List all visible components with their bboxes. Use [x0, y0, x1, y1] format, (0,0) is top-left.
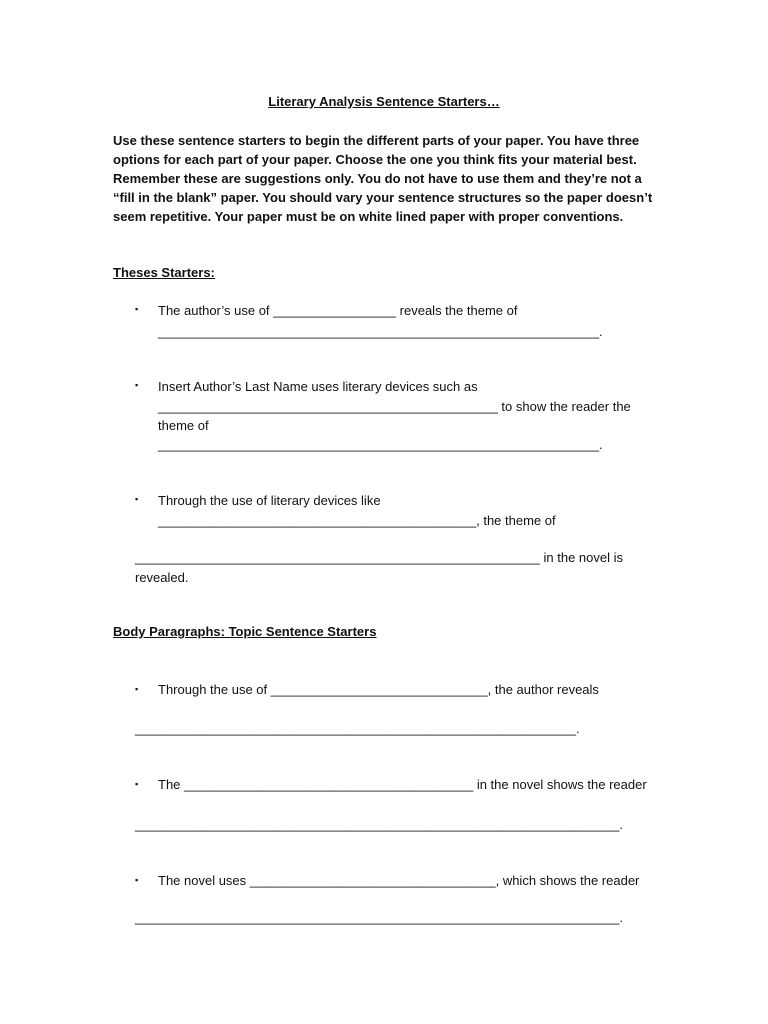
bullet-icon: ▪	[135, 875, 139, 885]
page-title: Literary Analysis Sentence Starters…	[268, 94, 500, 109]
thesis-2-line-4: _____________________________________________________________.	[158, 437, 603, 452]
thesis-3-line-3: ________________________________________________________ in the novel is	[135, 550, 623, 565]
thesis-3-line-2: ____________________________________________, the theme of	[158, 513, 556, 528]
body-3-line-1: The novel uses __________________________________, which shows the reader	[158, 873, 640, 888]
thesis-3-line-4: revealed.	[135, 570, 189, 585]
body-2-line-1: The ________________________________________ in the novel shows the reader	[158, 777, 647, 792]
theses-heading: Theses Starters:	[113, 265, 215, 280]
bullet-icon: ▪	[135, 684, 139, 694]
body-2-line-2: ___________________________________________________________________.	[135, 817, 624, 832]
body-1-line-1: Through the use of ______________________________, the author reveals	[158, 682, 599, 697]
intro-paragraph: Use these sentence starters to begin the different parts of your paper. You have three options for each part of your paper. Choose the one you think fits your material best. Remember these are suggestions only. You do not have to use them and they’re not a “fill in the blank” paper. You should vary your sentence structures so the paper doesn’t seem repetitive. Your paper must be on white lined paper with proper conventions.	[113, 133, 653, 224]
thesis-1-line-1: The author’s use of _________________ reveals the theme of	[158, 303, 518, 318]
bullet-icon: ▪	[135, 494, 139, 504]
bullet-icon: ▪	[135, 779, 139, 789]
thesis-2-line-2: _______________________________________________ to show the reader the	[158, 399, 631, 414]
thesis-1-line-2: _____________________________________________________________.	[158, 324, 603, 339]
body-heading: Body Paragraphs: Topic Sentence Starters	[113, 624, 377, 639]
thesis-3-line-1: Through the use of literary devices like	[158, 493, 381, 508]
body-1-line-2: _____________________________________________________________.	[135, 721, 580, 736]
bullet-icon: ▪	[135, 380, 139, 390]
thesis-2-line-3: theme of	[158, 418, 209, 433]
bullet-icon: ▪	[135, 304, 139, 314]
body-3-line-2: ___________________________________________________________________.	[135, 910, 624, 925]
thesis-2-line-1: Insert Author’s Last Name uses literary devices such as	[158, 379, 478, 394]
